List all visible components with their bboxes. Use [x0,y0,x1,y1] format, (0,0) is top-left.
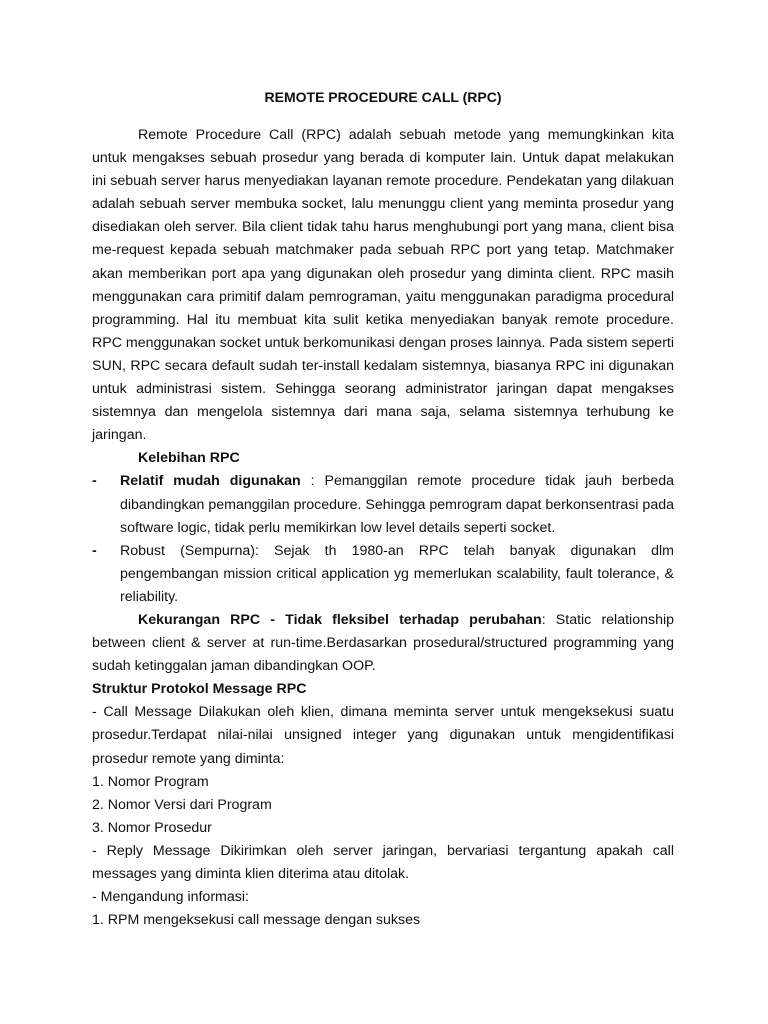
call-message-paragraph: - Call Message Dilakukan oleh klien, dimana meminta server untuk mengeksekusi suatu prosedur.Terdapat nilai-nilai unsigned integer yang digunakan untuk mengidentifikasi prosedur remote yang diminta: [92,704,674,767]
struktur-heading: Struktur Protokol Message RPC [92,681,307,698]
bullet-text [120,540,674,609]
call-item: 3. Nomor Prosedur [92,819,212,836]
kelebihan-item [92,540,674,609]
reply-message-paragraph: - Reply Message Dikirimkan oleh server jaringan, bervariasi tergantung apakah call messages yang diminta klien diterima atau ditolak. [92,842,674,882]
call-item: 1. Nomor Program [92,773,209,790]
bullet-description: Robust (Sempurna): Sejak th 1980-an RPC telah banyak digunakan dlm pengembangan mission critical application yg memerlukan scalability, fault tolerance, & reliability. [120,542,674,605]
info-heading: - Mengandung informasi: [92,889,249,906]
call-item: 2. Nomor Versi dari Program [92,796,272,813]
kelebihan-heading: Kelebihan RPC [138,450,240,467]
kelebihan-item [92,470,674,539]
bullet-description: : Pemanggilan remote procedure tidak jauh berbeda dibandingkan pemanggilan procedure. Sehingga pemrogram dapat berkonsentrasi pada software logic, tidak perlu memikirkan low level details seperti socket. [120,473,674,536]
bullet-bold-term: Relatif mudah digunakan [120,473,301,490]
kekurangan-heading: Kekurangan RPC - Tidak fleksibel terhadap perubahan [138,611,542,628]
kekurangan-paragraph [92,609,674,678]
document-title: REMOTE PROCEDURE CALL (RPC) [264,89,502,105]
kekurangan-text: : Static relationship between client & server at run-time.Berdasarkan prosedural/structured programming yang sudah ketinggalan jaman dibandingkan OOP. [92,611,674,675]
document-page [92,86,674,932]
bullet-dash: - [92,473,97,490]
intro-paragraph: Remote Procedure Call (RPC) adalah sebuah metode yang memungkinkan kita untuk mengakses sebuah prosedur yang berada di komputer lain. Untuk dapat melakukan ini sebuah server harus menyediakan layanan remote procedure. Pendekatan yang dilakuan adalah sebuah server membuka socket, lalu menunggu client yang meminta prosedur yang disediakan oleh server. Bila client tidak tahu harus menghubungi port yang mana, client bisa me-request kepada sebuah matchmaker pada sebuah RPC port yang tetap. Matchmaker akan memberikan port apa yang digunakan oleh prosedur yang diminta client. RPC masih menggunakan cara primitif dalam pemrograman, yaitu menggunakan paradigma procedural programming. Hal itu membuat kita sulit ketika menyediakan banyak remote procedure. RPC menggunakan socket untuk berkomunikasi dengan proses lainnya. Pada sistem seperti SUN, RPC secara default sudah ter-install kedalam sistemnya, biasanya RPC ini digunakan untuk administrasi sistem. Sehingga seorang administrator jaringan dapat mengakses sistemnya dan mengelola sistemnya dari mana saja, selama sistemnya terhubung ke jaringan. [92,127,675,444]
info-item: 1. RPM mengeksekusi call message dengan sukses [92,912,421,929]
bullet-dash: - [92,542,97,559]
bullet-text [120,470,674,539]
